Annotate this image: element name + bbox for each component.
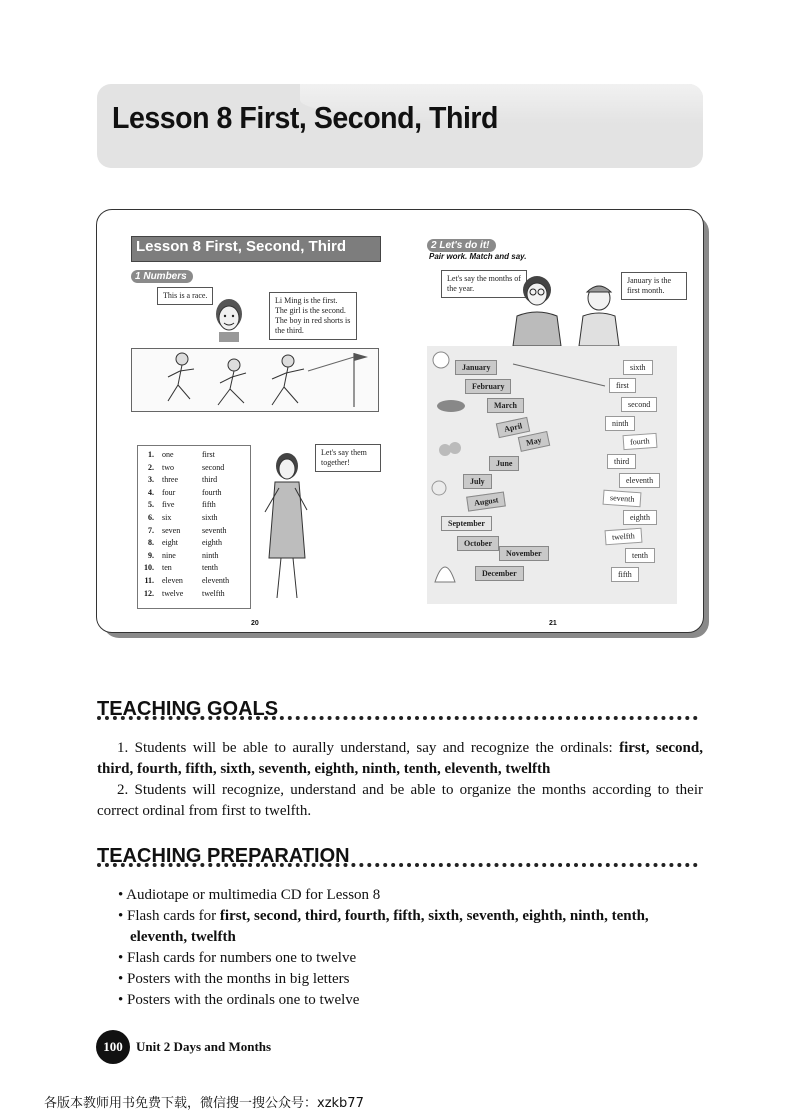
download-notice: 各版本教师用书免费下载，微信搜一搜公众号：xzkb77 [44, 1096, 364, 1111]
heading-dotted-rule [97, 863, 698, 867]
lesson-title: Lesson 8 First, Second, Third [112, 100, 499, 135]
race-scene [131, 348, 379, 412]
month-card: May [518, 431, 550, 452]
month-card: April [496, 417, 531, 438]
table-row: 5. five fifth [148, 500, 216, 510]
ordinal-card: tenth [625, 548, 655, 563]
month-card: February [465, 379, 511, 394]
bubble-say-together: Let's say them together! [315, 444, 381, 472]
ordinal-card: fourth [623, 433, 658, 450]
bubble-li-ming: Li Ming is the first. The girl is the second. The boy in red shorts is the third. [269, 292, 357, 340]
ordinal-card: sixth [623, 360, 653, 375]
teaching-goal-2: 2. Students will recognize, understand and be able to organize the months according to their correct ordinal from first to twelfth. [97, 782, 703, 819]
month-card: November [499, 546, 549, 561]
ordinal-card: first [609, 378, 636, 393]
section-numbers-label: 1 Numbers [131, 266, 193, 284]
teaching-goal-1: 1. Students will be able to aurally understand, say and recognize the ordinals: first, second, third, fourth, fifth, sixth, seventh, eighth, ninth, tenth, eleventh, twelfth [97, 740, 703, 777]
left-page-number: 20 [251, 620, 259, 627]
right-page-number: 21 [549, 620, 557, 627]
bubble-january-first: January is the first month. [621, 272, 687, 300]
month-card: October [457, 536, 499, 551]
month-card: June [489, 456, 519, 471]
table-row: 2. two second [148, 462, 225, 472]
teacher-illustration [209, 296, 249, 342]
table-row: 3. three third [148, 475, 218, 485]
list-item: • Posters with the ordinals one to twelve [118, 992, 360, 1008]
ordinal-card: fifth [611, 567, 639, 582]
unit-label: Unit 2 Days and Months [136, 1039, 272, 1054]
list-item: • Flash cards for numbers one to twelve [118, 950, 357, 966]
numbers-table [137, 445, 251, 609]
inner-lesson-title: Lesson 8 First, Second, Third [131, 236, 381, 262]
month-card: September [441, 516, 492, 531]
table-row: 4. four fourth [148, 487, 222, 497]
list-item: • Posters with the months in big letters [118, 971, 350, 987]
table-row: 10. ten tenth [144, 563, 218, 573]
ordinal-card: eighth [623, 510, 657, 525]
heading-dotted-rule [97, 716, 698, 720]
woman-illustration [257, 448, 317, 608]
month-card: March [487, 398, 524, 413]
bubble-race: This is a race. [157, 287, 213, 305]
ordinal-card: seventh [603, 490, 642, 508]
table-row: 11. eleven eleventh [144, 576, 230, 585]
month-card: July [463, 474, 492, 489]
month-card: August [466, 491, 506, 511]
preparation-list [118, 885, 708, 1011]
section-lets-do-it-label: 2 Let's do it! [427, 235, 496, 253]
table-row: 7. seven seventh [148, 525, 227, 535]
month-ordinal-matching [427, 346, 677, 604]
ordinal-card: second [621, 397, 657, 412]
running-kids-illustration [132, 349, 378, 411]
kids-illustration [507, 272, 627, 346]
table-row: 6. six sixth [148, 513, 218, 522]
teaching-preparation-heading: TEACHING PREPARATION [97, 845, 350, 867]
month-card: January [455, 360, 497, 375]
table-row: 12. twelve twelfth [144, 588, 225, 598]
bubble-say-months: Let's say the months of the year. [441, 270, 527, 298]
month-card: December [475, 566, 524, 581]
table-row: 9. nine ninth [148, 550, 219, 560]
ordinal-card: third [607, 454, 636, 469]
ordinal-card: eleventh [619, 473, 660, 488]
page-number-badge: 100 [96, 1030, 130, 1064]
list-item: • Audiotape or multimedia CD for Lesson 8 [118, 887, 381, 903]
ordinal-card: twelfth [605, 528, 643, 546]
ordinal-card: ninth [605, 416, 635, 431]
table-row: 8. eight eighth [148, 538, 222, 548]
textbook-spread [96, 209, 704, 633]
list-item: • Flash cards for first, second, third, fourth, fifth, sixth, seventh, eighth, ninth, tenth, eleventh, twelfth [118, 908, 649, 945]
instruction-text: Pair work. Match and say. [429, 252, 527, 261]
teaching-goals-heading: TEACHING GOALS [97, 698, 279, 720]
table-row: 1. one first [148, 450, 215, 459]
